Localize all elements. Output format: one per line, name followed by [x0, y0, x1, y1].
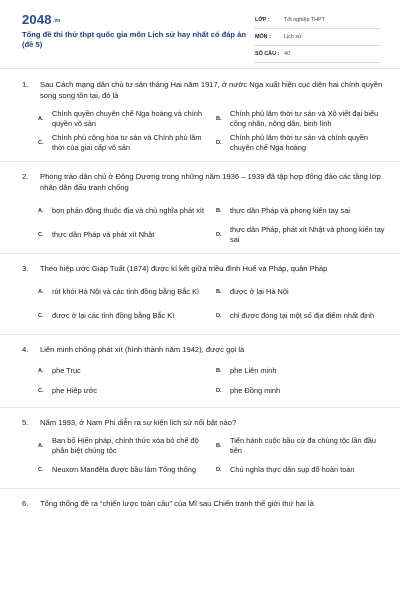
option-letter: C. [38, 467, 44, 473]
option-text: bọn phản động thuộc địa và chủ nghĩa phát xít [52, 206, 205, 215]
logo-main: 2048 [22, 12, 52, 27]
answer-option-c[interactable] [38, 223, 208, 247]
answer-option-c[interactable] [38, 131, 208, 155]
option-text: Neuxơn Manđêla được bầu làm Tổng thống [52, 465, 196, 474]
question-text: Tổng thống đề ra “chiến lược toàn cầu” của Mĩ sau Chiến tranh thế giới thứ hai là [40, 499, 314, 508]
option-letter: D. [216, 313, 222, 319]
option-text: phe Trục [52, 366, 81, 375]
option-letter: B. [216, 368, 222, 374]
option-letter: B. [216, 116, 222, 122]
question-number: 6. [22, 499, 29, 508]
answer-options [22, 193, 400, 253]
answer-option-d[interactable] [216, 381, 386, 401]
question-5 [0, 408, 400, 489]
question-stem [22, 254, 400, 274]
option-letter: A. [38, 443, 44, 449]
option-letter: A. [38, 368, 44, 374]
option-letter: B. [216, 208, 222, 214]
logo-sub: .vn [52, 17, 61, 24]
option-letter: A. [38, 208, 44, 214]
answer-option-b[interactable] [216, 199, 386, 223]
option-letter: D. [216, 467, 222, 473]
meta-value: Tốt nghiệp THPT [284, 17, 325, 23]
answer-option-b[interactable] [216, 107, 386, 131]
answer-option-d[interactable] [216, 304, 386, 328]
option-text: phe Hiệp ước [52, 386, 98, 395]
answer-option-c[interactable] [38, 304, 208, 328]
option-text: được ở lại các tỉnh đồng bằng Bắc Kì [52, 311, 175, 320]
answer-option-c[interactable] [38, 458, 208, 482]
meta-row-subject [255, 31, 380, 46]
option-text: Chính quyền chuyên chế Nga hoàng và chính quyền vô sản [52, 109, 202, 128]
answer-option-a[interactable] [38, 434, 208, 458]
meta-label: MÔN : [255, 34, 271, 40]
answer-option-c[interactable] [38, 381, 208, 401]
answer-option-b[interactable] [216, 434, 386, 458]
exam-header [0, 0, 400, 62]
answer-options [22, 355, 400, 407]
meta-label: LỚP : [255, 17, 270, 23]
question-4 [0, 335, 400, 408]
meta-label: SỐ CÂU : [255, 51, 280, 57]
question-3 [0, 254, 400, 335]
answer-options [22, 428, 400, 488]
option-letter: D. [216, 140, 222, 146]
option-text: Tiến hành cuộc bầu cử đa chủng tộc lần đầu tiên [230, 436, 377, 455]
question-stem [22, 489, 400, 509]
answer-option-d[interactable] [216, 223, 386, 247]
option-letter: C. [38, 140, 44, 146]
question-stem [22, 162, 400, 193]
answer-option-a[interactable] [38, 107, 208, 131]
question-text: Sau Cách mạng dân chủ tư sản tháng Hai năm 1917, ở nước Nga xuất hiện cục diện hai chính quyền song song tồn tại, đó là [40, 80, 383, 100]
answer-option-d[interactable] [216, 458, 386, 482]
option-text: được ở lại Hà Nội [230, 287, 289, 296]
question-text: Liên minh chống phát xít (hình thành năm 1942), được gọi là [40, 345, 245, 354]
option-text: thực dân Pháp và phát xít Nhật [52, 230, 155, 239]
option-text: Chính phủ lâm thời tư sản và chính quyền chuyên chế Nga hoàng [230, 133, 368, 152]
option-letter: D. [216, 388, 222, 394]
answer-option-b[interactable] [216, 280, 386, 304]
option-letter: A. [38, 116, 44, 122]
question-list [0, 70, 400, 509]
question-1 [0, 70, 400, 162]
answer-option-a[interactable] [38, 280, 208, 304]
question-number: 3. [22, 264, 29, 273]
option-letter: B. [216, 289, 222, 295]
question-number: 4. [22, 345, 29, 354]
question-stem [22, 335, 400, 355]
question-text: Theo hiệp ước Giáp Tuất (1874) được kí kết giữa triều đình Huế và Pháp, quân Pháp [40, 264, 328, 273]
option-letter: C. [38, 232, 44, 238]
option-text: Chủ nghĩa thực dân sụp đổ hoàn toàn [230, 465, 355, 474]
option-text: phe Đồng minh [230, 386, 281, 395]
answer-option-a[interactable] [38, 199, 208, 223]
question-number: 1. [22, 80, 29, 89]
answer-option-a[interactable] [38, 361, 208, 381]
option-text: thực dân Pháp, phát xít Nhật và phong kiến tay sai [230, 225, 385, 244]
meta-row-count [255, 48, 380, 63]
answer-option-d[interactable] [216, 131, 386, 155]
option-letter: B. [216, 443, 222, 449]
option-text: rút khỏi Hà Nội và các tỉnh đồng bằng Bắc Kì [52, 287, 200, 296]
question-number: 2. [22, 172, 29, 181]
option-text: Ban bố Hiến pháp, chính thức xóa bỏ chế độ phân biệt chủng tộc [52, 436, 199, 455]
document-title: Tổng đề thi thử thpt quốc gia môn Lịch sử hay nhất có đáp án (đề 5) [22, 30, 247, 49]
answer-options [22, 101, 400, 161]
question-number: 5. [22, 418, 29, 427]
answer-option-b[interactable] [216, 361, 386, 381]
option-text: Chính phủ lâm thời tư sản và Xô viết đại biểu công nhân, nông dân, binh lính [230, 109, 379, 128]
exam-meta [255, 14, 380, 63]
question-stem [22, 70, 400, 101]
option-letter: D. [216, 232, 222, 238]
option-text: thực dân Pháp và phong kiến tay sai [230, 206, 350, 215]
meta-value: 40 [284, 51, 290, 57]
option-letter: C. [38, 388, 44, 394]
option-letter: A. [38, 289, 44, 295]
option-letter: C. [38, 313, 44, 319]
header-divider [0, 68, 400, 69]
option-text: Chính phủ cộng hòa tư sản và Chính phủ lâm thời của giai cấp vô sản [52, 133, 202, 152]
site-logo[interactable] [22, 12, 61, 27]
option-text: chỉ được đóng tại một số địa điểm nhất định [230, 311, 375, 320]
question-stem [22, 408, 400, 428]
question-text: Năm 1993, ở Nam Phi diễn ra sự kiện lịch sử nổi bật nào? [40, 418, 237, 427]
question-2 [0, 162, 400, 254]
option-text: phe Liên minh [230, 366, 277, 375]
meta-row-class [255, 14, 380, 29]
question-6 [0, 489, 400, 509]
meta-value: Lịch sử [284, 34, 302, 40]
answer-options [22, 274, 400, 334]
question-text: Phong trào dân chủ ở Đông Dương trong những năm 1936 – 1939 đã tập hợp đông đảo các tầng lớp nhân dân đấu tranh chống [40, 172, 381, 192]
